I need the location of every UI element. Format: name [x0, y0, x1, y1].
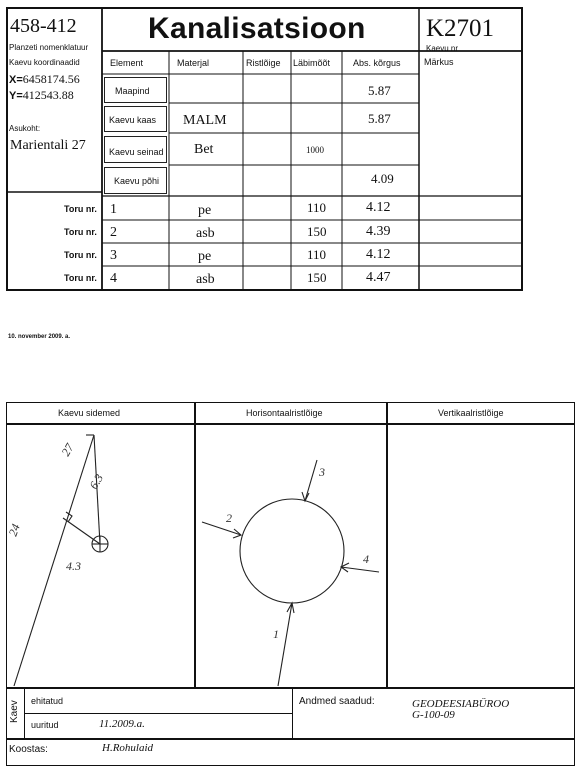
row-height: 4.09 — [371, 171, 394, 186]
link-number-label: 24 — [6, 521, 23, 539]
card-grid — [6, 7, 523, 291]
sheet-caption: Planzeti nomenklatuur — [9, 43, 89, 52]
col-header-element: Element — [110, 58, 144, 68]
well-outline-circle — [240, 499, 344, 603]
col-header-material: Materjal — [177, 58, 210, 68]
pipe-number-label: 2 — [226, 511, 232, 525]
compiled-label: Koostas: — [9, 744, 48, 755]
col-header-height: Abs. kõrgus — [353, 58, 401, 68]
building-edge-line — [14, 435, 94, 686]
panel-title-horizontal: Horisontaalristlõige — [246, 408, 323, 418]
link-number-label: 6.3 — [86, 471, 107, 492]
compiled-value: H.Rohulaid — [102, 742, 154, 754]
panel-title-vertical: Vertikaalristlõige — [438, 408, 504, 418]
sketch-drawing — [6, 402, 575, 688]
source-line1: GEODEESIABÜROO — [412, 698, 510, 710]
row-element: Kaevu põhi — [114, 176, 160, 186]
date-note: 10. november 2009. a. — [8, 334, 71, 340]
footer — [6, 688, 575, 775]
coordinate-x: X=6458174.56 — [9, 72, 80, 86]
pipe-line — [305, 460, 317, 501]
coordinates-caption: Kaevu koordinaadid — [9, 58, 80, 67]
address-value: Marientali 27 — [10, 138, 86, 153]
link-number-label: 4.3 — [66, 559, 81, 573]
well-caption: Kaevu nr — [426, 44, 459, 53]
pipe-line — [278, 603, 292, 686]
measured-value: 11.2009.a. — [99, 718, 145, 730]
source-label: Andmed saadud: — [299, 696, 375, 707]
row-height: 5.87 — [368, 83, 391, 98]
pipe-number-label: 3 — [319, 465, 325, 479]
sheet-number: 458-412 — [10, 15, 77, 37]
built-label: ehitatud — [31, 696, 64, 706]
col-header-section: Ristlõige — [246, 58, 281, 68]
col-header-diameter: Läbimõõt — [293, 58, 331, 68]
row-material: Bet — [194, 142, 214, 157]
row-material: MALM — [183, 113, 227, 128]
row-height: 5.87 — [368, 111, 391, 126]
coordinate-y: Y=412543.88 — [9, 88, 74, 102]
row-element: Kaevu seinad — [109, 147, 164, 157]
panel-title-links: Kaevu sidemed — [58, 408, 121, 418]
row-element: Kaevu kaas — [109, 115, 157, 125]
sketch-panel — [6, 402, 575, 688]
well-card: 458-412 Planzeti nomenklatuur Kaevu koordinaadid X=6458174.56 Y=412543.88 Asukoht: Marientali 27 Kanalisatsioon K2701 Kaevu nr Element Materjal Ristlõige Läbimõõt Abs. kõrgus Märkus Maapind 5.87 Kaevu kaas MALM 5.87 Kaevu seinad Bet 1000 Kaevu põhi 4.09 Toru nr. 1 pe 110 4.12 Toru nr. 2 asb 150 4.39 Toru nr. 3 pe 110 4.12 Toru nr. 4 asb 150 4.47 — [6, 7, 523, 291]
source-line2: G-100-09 — [412, 709, 455, 721]
well-id: K2701 — [426, 15, 495, 42]
measured-label: uuritud — [31, 720, 59, 730]
side-label: Kaev — [9, 700, 20, 723]
pipe-number-label: 1 — [273, 627, 279, 641]
address-caption: Asukoht: — [9, 124, 41, 133]
pipe-line — [202, 522, 241, 535]
remarks-label: Märkus — [424, 57, 454, 67]
link-number-label: 27 — [58, 441, 77, 459]
row-diameter: 1000 — [306, 145, 324, 155]
page-title: Kanalisatsioon — [148, 12, 366, 45]
pipe-number-label: 4 — [363, 552, 369, 566]
row-element: Maapind — [115, 86, 150, 96]
